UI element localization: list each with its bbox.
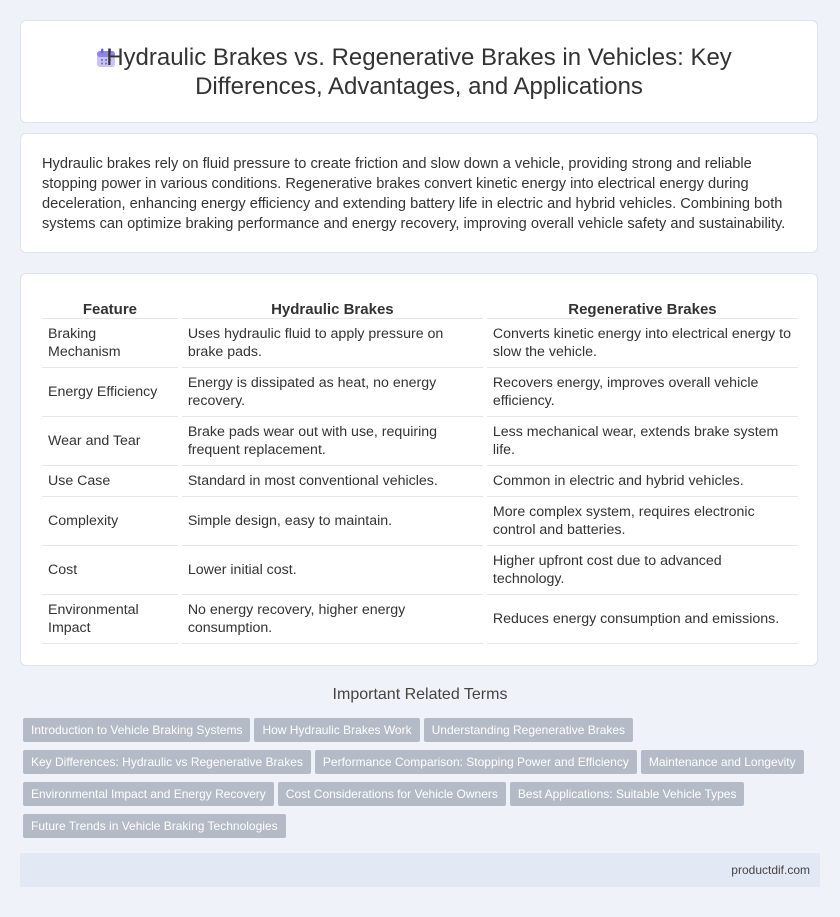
related-term-link[interactable]: Future Trends in Vehicle Braking Technologies [23,814,286,838]
table-cell: Common in electric and hybrid vehicles. [487,466,798,497]
related-term-link[interactable]: Cost Considerations for Vehicle Owners [278,782,506,806]
comparison-table [42,296,798,644]
related-term-link[interactable]: Understanding Regenerative Brakes [424,718,633,742]
header-feature: Feature [42,296,178,319]
table-cell: No energy recovery, higher energy consumption. [182,595,483,644]
intro-card [20,133,818,253]
related-term-link[interactable]: Best Applications: Suitable Vehicle Types [510,782,745,806]
table-cell: Energy Efficiency [42,368,178,417]
table-cell: Standard in most conventional vehicles. [182,466,483,497]
footer-site-link[interactable]: productdif.com [731,863,810,877]
table-cell: Environmental Impact [42,595,178,644]
table-row [42,497,798,546]
table-row [42,466,798,497]
related-term-link[interactable]: Introduction to Vehicle Braking Systems [23,718,250,742]
comparison-table-card [20,273,818,666]
related-terms-heading: Important Related Terms [332,686,508,703]
table-row [42,368,798,417]
header-hydraulic: Hydraulic Brakes [182,296,483,319]
table-cell: Simple design, easy to maintain. [182,497,483,546]
table-cell: Higher upfront cost due to advanced technology. [487,546,798,595]
related-term-link[interactable]: How Hydraulic Brakes Work [254,718,419,742]
page-title: Hydraulic Brakes vs. Regenerative Brakes in Vehicles: Key Differences, Advantages, and Applications [106,44,732,100]
related-term-link[interactable]: Environmental Impact and Energy Recovery [23,782,274,806]
title-card [20,20,818,123]
table-cell: Lower initial cost. [182,546,483,595]
table-cell: Uses hydraulic fluid to apply pressure on brake pads. [182,319,483,368]
table-row [42,319,798,368]
table-header-row [42,296,798,319]
table-row [42,595,798,644]
table-cell: Recovers energy, improves overall vehicle efficiency. [487,368,798,417]
table-cell: Reduces energy consumption and emissions. [487,595,798,644]
table-cell: Wear and Tear [42,417,178,466]
table-cell: Complexity [42,497,178,546]
footer-bar [20,853,820,887]
table-cell: Braking Mechanism [42,319,178,368]
related-terms-list [23,718,813,846]
table-cell: Use Case [42,466,178,497]
table-cell: Converts kinetic energy into electrical energy to slow the vehicle. [487,319,798,368]
table-cell: Cost [42,546,178,595]
intro-text: Hydraulic brakes rely on fluid pressure to create friction and slow down a vehicle, providing strong and reliable stopping power in various conditions. Regenerative brakes convert kinetic energy into electrical energy during deceleration, enhancing energy efficiency and extending battery life in electric and hybrid vehicles. Combining both systems can optimize braking performance and energy recovery, improving overall vehicle safety and sustainability. [42,156,786,232]
related-term-link[interactable]: Performance Comparison: Stopping Power and Efficiency [315,750,637,774]
related-term-link[interactable]: Maintenance and Longevity [641,750,804,774]
table-row [42,546,798,595]
table-cell: More complex system, requires electronic control and batteries. [487,497,798,546]
table-cell: Less mechanical wear, extends brake system life. [487,417,798,466]
table-cell: Energy is dissipated as heat, no energy recovery. [182,368,483,417]
header-regenerative: Regenerative Brakes [487,296,798,319]
table-row [42,417,798,466]
related-term-link[interactable]: Key Differences: Hydraulic vs Regenerative Brakes [23,750,311,774]
table-cell: Brake pads wear out with use, requiring frequent replacement. [182,417,483,466]
